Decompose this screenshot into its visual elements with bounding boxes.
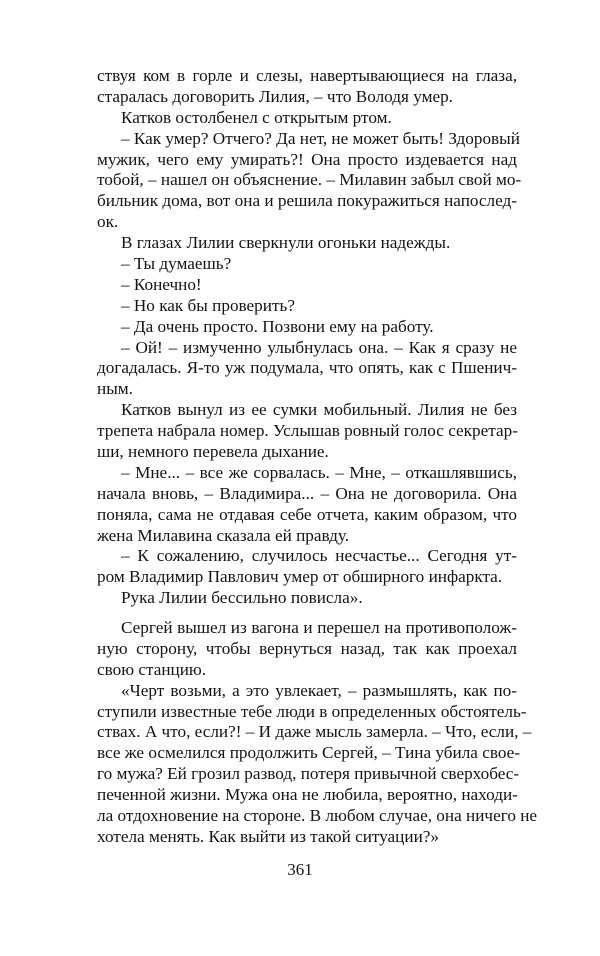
- text-line: ла отдохновение на стороне. В любом случае, она ничего не: [97, 806, 538, 826]
- text-line: Катков вынул из ее сумки мобильный. Лилия не без: [121, 400, 517, 420]
- text-line: старалась договорить Лилия, – что Володя умер.: [97, 86, 453, 106]
- text-line: ступили известные тебе люди в определенных обстоятель-: [97, 701, 527, 721]
- text-line: В глазах Лилии сверкнули огоньки надежды.: [121, 233, 451, 253]
- text-line: печенной жизни. Мужа она не любила, вероятно, находи-: [97, 785, 518, 805]
- page-number: 361: [287, 860, 313, 879]
- text-line: хотела менять. Как выйти из такой ситуации?»: [97, 826, 440, 846]
- text-line: ши, немного перевела дыхание.: [97, 442, 329, 462]
- text-line: Сергей вышел из вагона и перешел на противополож-: [121, 618, 517, 637]
- text-line: ром Владимир Павлович умер от обширного инфаркта.: [97, 567, 503, 587]
- text-line: ную сторону, чтобы вернуться назад, так как проехал: [97, 638, 517, 658]
- text-line: догадалась. Я-то уж подумала, что опять, как с Пшенич-: [97, 358, 517, 378]
- text-line: бильник дома, вот она и решила покуражиться напослед-: [97, 191, 517, 211]
- text-line: – Ой! – измученно улыбнулась она. – Как я сразу не: [121, 337, 517, 357]
- text-block-lower: [97, 618, 538, 848]
- text-line: – Да очень просто. Позвони ему на работу.: [121, 316, 434, 336]
- text-line: тобой, – нашел он объяснение. – Милавин забыл свой мо-: [97, 170, 522, 190]
- text-line: начала вновь, – Владимира... – Она не договорила. Она: [97, 483, 517, 503]
- text-line: трепета набрала номер. Услышав ровный голос секретар-: [97, 421, 518, 441]
- text-line: ствах. А что, если?! – И даже мысль замерла. – Что, если, –: [97, 722, 532, 742]
- text-line: – Как умер? Отчего? Да нет, не может быть! Здоровый: [121, 128, 520, 148]
- text-line: ствуя ком в горле и слезы, навертывающиеся на глаза,: [97, 66, 517, 85]
- text-line: Рука Лилии бессильно повисла».: [121, 588, 363, 608]
- text-line: – К сожалению, случилось несчастье... Сегодня ут-: [121, 546, 517, 566]
- text-block-upper: [97, 66, 522, 609]
- text-line: жена Милавина сказала ей правду.: [97, 525, 350, 545]
- text-line: – Конечно!: [121, 274, 202, 294]
- text-line: ным.: [97, 379, 133, 399]
- text-line: го мужа? Ей грозил развод, потеря привычной сверхобес-: [97, 764, 520, 784]
- text-line: свою станцию.: [97, 659, 207, 679]
- text-line: ок.: [97, 212, 119, 232]
- text-line: поняла, сама не отдавая себе отчета, каким образом, что: [97, 504, 517, 524]
- text-line: – Мне... – все же сорвалась. – Мне, – откашлявшись,: [121, 462, 517, 482]
- text-line: – Но как бы проверить?: [121, 295, 295, 315]
- text-line: – Ты думаешь?: [121, 254, 232, 274]
- text-line: все же осмелился продолжить Сергей, – Тина убила свое-: [97, 743, 521, 763]
- text-line: Катков остолбенел с открытым ртом.: [121, 107, 392, 127]
- text-line: «Черт возьми, а это увлекает, – размышлять, как по-: [121, 680, 517, 700]
- text-line: мужик, чего ему умирать?! Она просто издевается над: [97, 149, 517, 169]
